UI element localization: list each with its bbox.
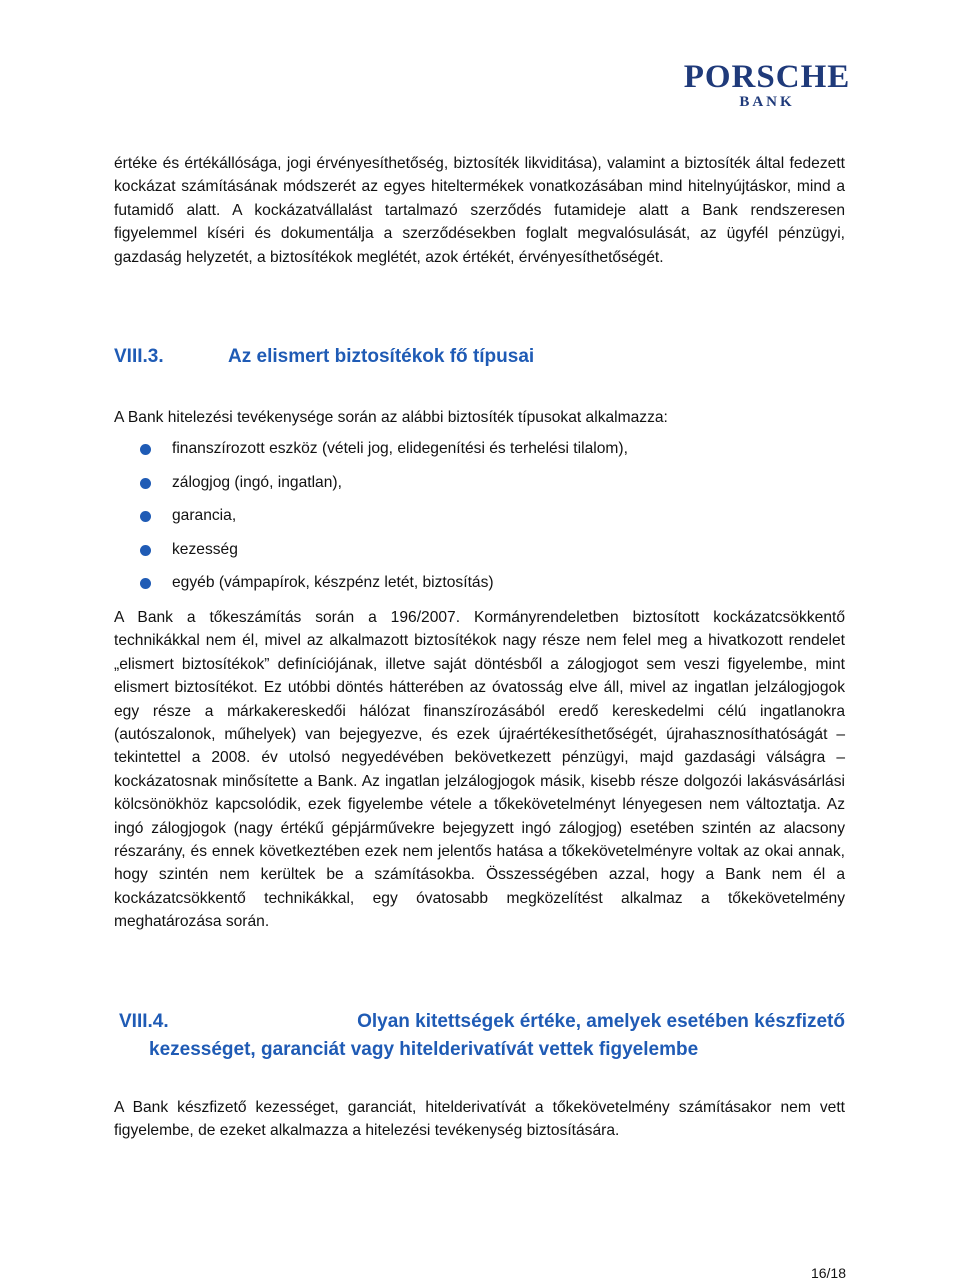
list-item (140, 571, 628, 605)
section-heading-line1 (119, 1008, 845, 1036)
bullet-dot-icon (140, 578, 151, 589)
list-item (140, 437, 628, 471)
section-heading-viii-3 (114, 346, 534, 368)
section-title-line1: Olyan kitettségek értéke, amelyek esetében készfizető (357, 1011, 845, 1032)
logo-sub: BANK (739, 94, 795, 110)
paragraph-collateral-intro: A Bank hitelezési tevékenysége során az alábbi biztosíték típusokat alkalmazza: (114, 409, 668, 426)
section-number: VIII.4. (119, 1011, 169, 1032)
bullet-dot-icon (140, 511, 151, 522)
bullet-dot-icon (140, 545, 151, 556)
section-heading-viii-4 (119, 1008, 845, 1064)
list-item-text: garancia, (172, 507, 237, 525)
paragraph-intro: értéke és értékállósága, jogi érvényesíthetőség, biztosíték likviditása), valamint a biztosíték által fedezett kockázat számításának módszerét az egyes hiteltermékek vonatkozásában mind hitelnyújtáskor, mind a futamidő alatt. A kockázatvállalást tartalmazó szerződés futamideje alatt a Bank rendszeresen figyelemmel kíséri és dokumentálja a szerződésekben foglalt megvalósulását, az ügyfél pénzügyi, gazdaság helyzetét, a biztosítékok meglétét, azok értékét, érvényesíthetőségét. (114, 155, 845, 266)
section-title-line2: kezességet, garanciát vagy hitelderivatívát vettek figyelembe (149, 1039, 699, 1060)
page-number: 16/18 (810, 1265, 846, 1281)
list-item-text: kezesség (172, 540, 238, 558)
bullet-dot-icon (140, 444, 151, 455)
bullet-dot-icon (140, 478, 151, 489)
list-item-text: finanszírozott eszköz (vételi jog, elidegenítési és terhelési tilalom), (172, 440, 628, 457)
section-title: Az elismert biztosítékok fő típusai (228, 346, 535, 367)
section-number: VIII.3. (114, 346, 164, 367)
paragraph-capital-calculation: A Bank a tőkeszámítás során a 196/2007. Kormányrendeletben biztosított kockázatcsökkentő technikákkal nem él, mivel az alkalmazott biztosítékok nagy része nem felel meg a hivatkozott rendelet „elismert biztosítékok” definíciójának, illetve saját döntésből a zálogjogot sem veszi figyelembe, mint elismert biztosítékot. Ez utóbbi döntés hátterében az óvatosság elve áll, mivel az ingatlan jelzálogjogok egy része a márkakereskedői hálózat finanszírozásából eredő kereskedelmi célú ingatlanokra (autószalonok, műhelyek) van bejegyezve, és ezek újraértékesíthetőségét, újrahasznosíthatóságát – tekintettel a 2008. év utolsó negyedévében bekövetkezett pénzügyi, majd gazdasági válságra – kockázatosnak minősítette a Bank. Az ingatlan jelzálogjogok másik, kisebb része dolgozói lakásvásárlási kölcsönökhöz kapcsolódik, ezek figyelembe vétele a tőkekövetelményt lényegesen nem változtatja. Az ingó zálogjogok (nagy értékű gépjárművekre bejegyzett ingó zálogjog) esetében szintén az alacsony részarány, és ennek következtében ezek nem jelentős hatása a tőkekövetelményre voltak az okai annak, hogy szintén nem kerültek be a számításokba. Összességében azzal, hogy a Bank nem él a kockázatcsökkentő technikákkal, egy óvatosabb megközelítést alkalmaz a tőkekövetelmény meghatározása során. (114, 609, 845, 931)
collateral-type-list (140, 437, 628, 605)
list-item (140, 471, 628, 505)
list-item (140, 504, 628, 538)
paragraph-guarantees: A Bank készfizető kezességet, garanciát, hitelderivatívát a tőkekövetelmény számításakor nem vett figyelembe, de ezeket alkalmazza a hitelezési tevékenység biztosítására. (114, 1099, 845, 1140)
logo-brand: PORSCHE (683, 59, 851, 95)
list-item (140, 538, 628, 572)
list-item-text: egyéb (vámpapírok, készpénz letét, biztosítás) (172, 574, 494, 592)
list-item-text: zálogjog (ingó, ingatlan), (172, 473, 342, 491)
porsche-bank-logo (662, 60, 872, 110)
